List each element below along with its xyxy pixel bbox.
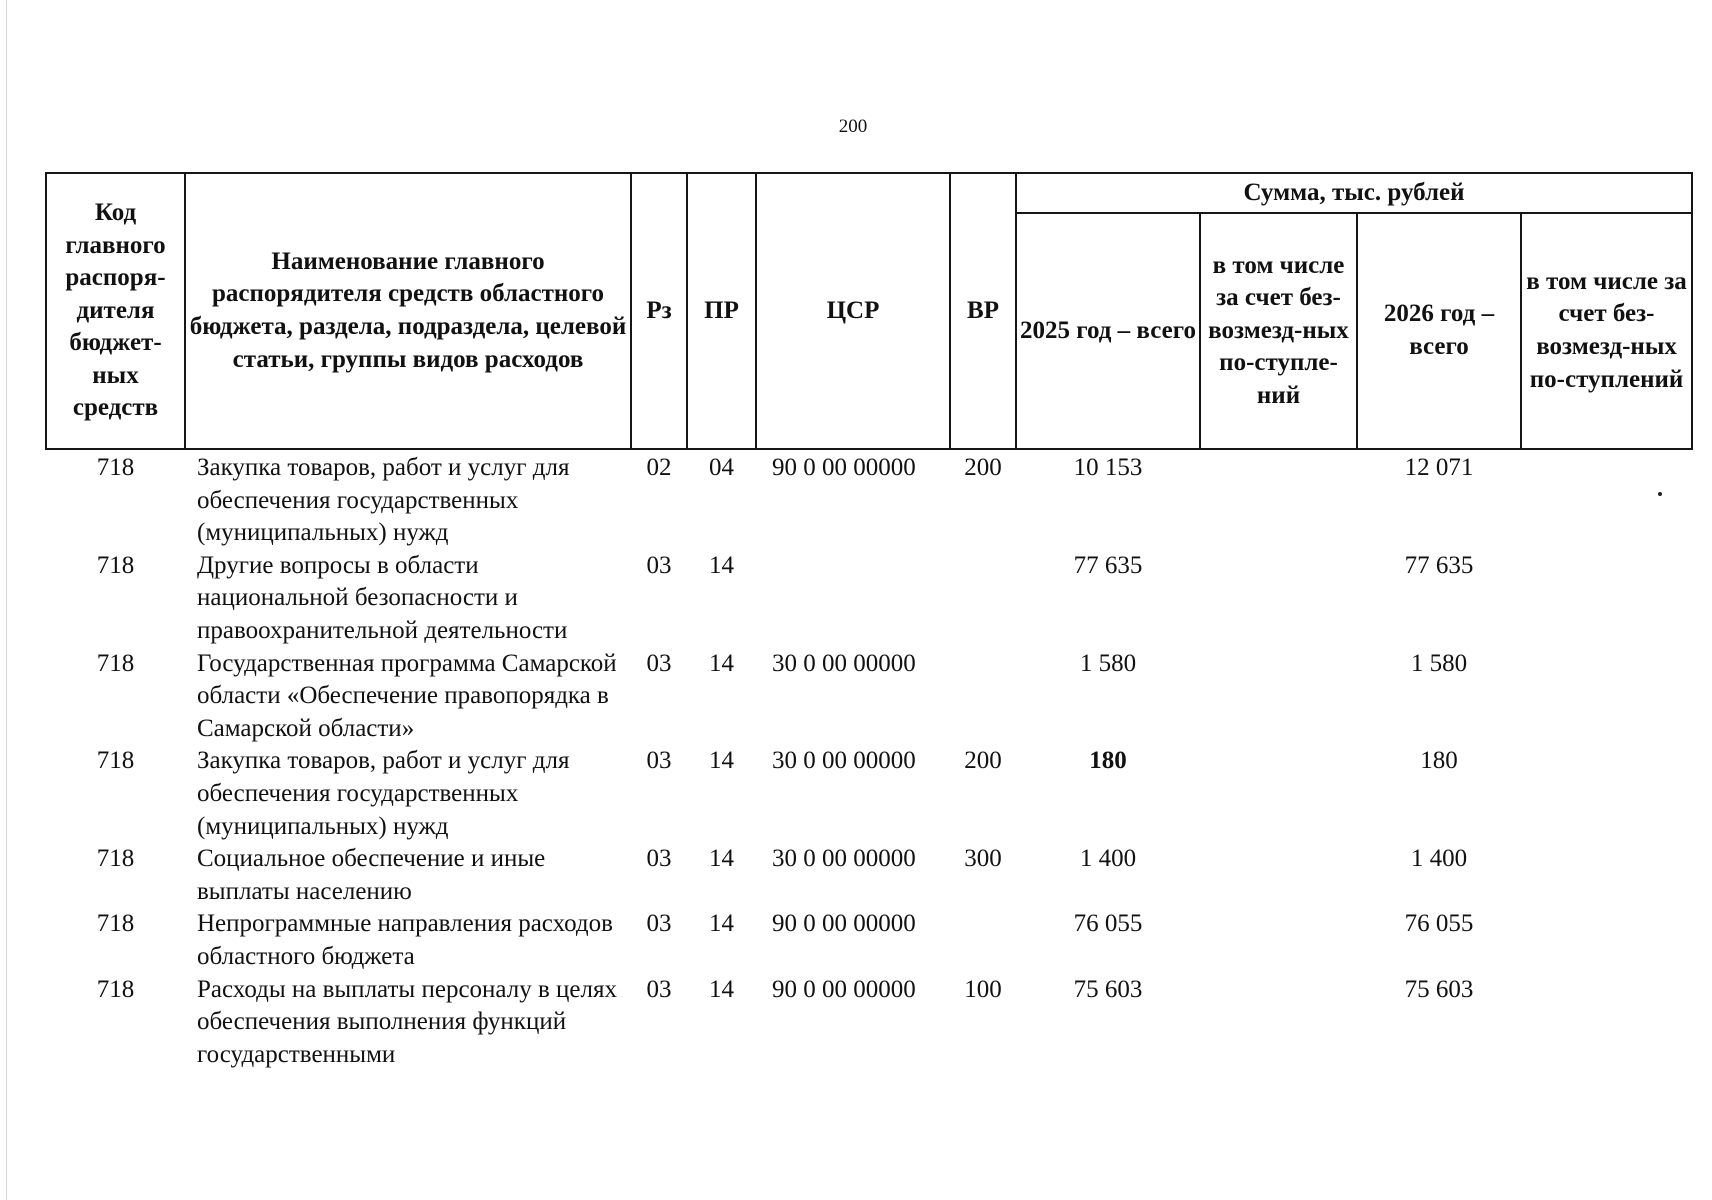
header-2026-grants: в том числе за счет без-возмезд-ных по-ступлений (1521, 213, 1692, 449)
header-vr: ВР (950, 173, 1016, 449)
header-2025-total: 2025 год – всего (1016, 213, 1200, 449)
cell-rz: 03 (646, 747, 672, 775)
cell-pr: 14 (709, 845, 734, 873)
cell-csr: 30 0 00 00000 (772, 649, 916, 677)
cell-pr: 14 (709, 910, 734, 938)
table-body (46, 449, 1692, 1071)
cell-2025-total: 180 (1089, 747, 1127, 775)
cell-pr: 14 (709, 551, 734, 579)
table-row (46, 908, 1692, 973)
cell-2025-total: 75 603 (1073, 975, 1143, 1003)
cell-csr: 90 0 00 00000 (772, 975, 916, 1003)
cell-2026-grants (1521, 908, 1692, 973)
table-row (46, 843, 1692, 908)
table-row (46, 550, 1692, 648)
table-row (46, 449, 1692, 550)
cell-pr: 14 (709, 747, 734, 775)
cell-code: 718 (96, 845, 135, 873)
cell-code: 718 (96, 910, 135, 938)
cell-csr: 30 0 00 00000 (772, 845, 916, 873)
cell-code: 718 (96, 454, 135, 481)
cell-rz: 03 (646, 975, 672, 1003)
cell-csr: 30 0 00 00000 (772, 747, 916, 775)
cell-code: 718 (96, 975, 135, 1003)
cell-vr (950, 908, 1016, 973)
cell-pr: 04 (709, 454, 734, 481)
cell-csr (756, 550, 950, 648)
cell-csr: 90 0 00 00000 (772, 454, 916, 481)
cell-2025-grants (1200, 550, 1357, 648)
cell-2026-total: 75 603 (1404, 975, 1474, 1003)
cell-2026-grants (1521, 550, 1692, 648)
budget-table (45, 172, 1693, 1071)
cell-vr: 100 (964, 975, 1002, 1003)
cell-2025-total: 10 153 (1073, 454, 1143, 481)
cell-name: Непрограммные направления расходов областного бюджета (197, 910, 613, 970)
cell-name: Социальное обеспечение и иные выплаты населению (197, 845, 546, 905)
cell-vr: 200 (964, 454, 1002, 481)
cell-2025-grants (1200, 974, 1357, 1072)
cell-2026-total: 77 635 (1404, 551, 1474, 579)
cell-rz: 03 (646, 551, 672, 579)
cell-2025-grants (1200, 648, 1357, 746)
cell-pr: 14 (709, 975, 734, 1003)
cell-2026-grants (1521, 843, 1692, 908)
cell-rz: 03 (646, 910, 672, 938)
cell-name: Закупка товаров, работ и услуг для обеспечения государственных (муниципальных) нужд (197, 454, 570, 547)
page-number: 200 (838, 116, 868, 137)
cell-name: Расходы на выплаты персоналу в целях обеспечения выполнения функций государственными (197, 975, 617, 1068)
cell-2025-grants (1200, 745, 1357, 843)
table-row (46, 745, 1692, 843)
scan-edge (6, 0, 7, 1200)
cell-vr (950, 550, 1016, 648)
cell-2026-grants (1521, 449, 1692, 550)
cell-pr: 14 (709, 649, 734, 677)
cell-2025-total: 76 055 (1073, 910, 1143, 938)
header-2026-total: 2026 год – всего (1357, 213, 1521, 449)
cell-2026-total: 1 580 (1410, 649, 1468, 677)
cell-name: Государственная программа Самарской области «Обеспечение правопорядка в Самарской области» (197, 649, 617, 742)
cell-2026-grants (1521, 745, 1692, 843)
header-sum: Сумма, тыс. рублей (1016, 173, 1692, 213)
header-2025-grants: в том числе за счет без-возмезд-ных по-ступле-ний (1200, 213, 1357, 449)
cell-2026-total: 1 400 (1410, 845, 1468, 873)
cell-2025-grants (1200, 843, 1357, 908)
table-row (46, 974, 1692, 1072)
cell-2025-total: 1 580 (1079, 649, 1137, 677)
cell-code: 718 (96, 649, 135, 677)
cell-2025-total: 1 400 (1079, 845, 1137, 873)
cell-code: 718 (96, 551, 135, 579)
cell-vr: 200 (964, 747, 1002, 775)
cell-2026-total: 76 055 (1404, 910, 1474, 938)
cell-2025-grants (1200, 449, 1357, 550)
cell-2026-total: 12 071 (1404, 454, 1474, 481)
scan-speck (1658, 492, 1662, 496)
cell-rz: 03 (646, 649, 672, 677)
cell-2025-total: 77 635 (1073, 551, 1143, 579)
cell-code: 718 (96, 747, 135, 775)
header-csr: ЦСР (756, 173, 950, 449)
cell-name: Другие вопросы в области национальной безопасности и правоохранительной деятельности (197, 551, 568, 644)
cell-2026-total: 180 (1420, 747, 1458, 775)
table-row (46, 648, 1692, 746)
cell-vr (950, 648, 1016, 746)
header-name: Наименование главного распорядителя средств областного бюджета, раздела, подраздела, целевой статьи, группы видов расходов (185, 173, 631, 449)
table-header (46, 173, 1692, 449)
cell-2026-grants (1521, 648, 1692, 746)
header-pr: ПР (687, 173, 756, 449)
cell-csr: 90 0 00 00000 (772, 910, 916, 938)
header-rz: Рз (631, 173, 687, 449)
cell-rz: 02 (646, 454, 672, 481)
cell-2026-grants (1521, 974, 1692, 1072)
header-code: Код главного распоря-дителя бюджет-ных средств (46, 173, 185, 449)
cell-name: Закупка товаров, работ и услуг для обеспечения государственных (муниципальных) нужд (197, 747, 570, 840)
cell-2025-grants (1200, 908, 1357, 973)
cell-rz: 03 (646, 845, 672, 873)
cell-vr: 300 (964, 845, 1002, 873)
